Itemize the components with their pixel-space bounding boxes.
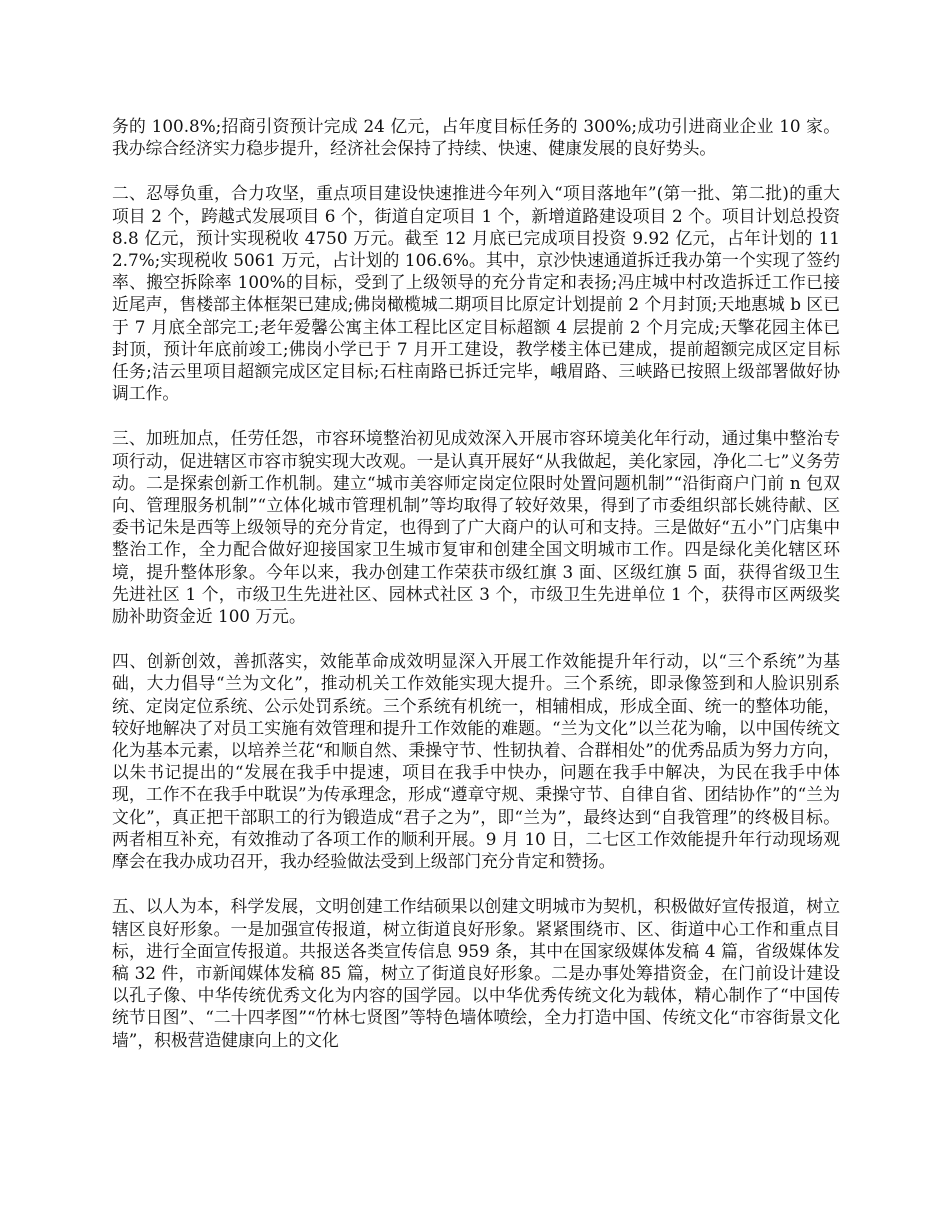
paragraph-key-projects: 二、忍辱负重，合力攻坚，重点项目建设快速推进今年列入“项目落地年”(第一批、第二批)的重大项目 2 个，跨越式发展项目 6 个，街道自定项目 1 个，新增道路建设项目 2 个。项目计划总投资 8.8 亿元，预计实现税收 4750 万元。截至 12 月底已完成项目投资 9.92 亿元，占年计划的 112.7%;实现税收 5061 万元，占计划的 106.6%。其中，京沙快速通道拆迁我办第一个实现了签约率、搬空拆除率 100%的目标，受到了上级领导的充分肯定和表扬;冯庄城中村改造拆迁工作已接近尾声，售楼部主体框架已建成;佛岗橄榄城二期项目比原定计划提前 2 个月封顶;天地惠城 b 区已于 7 月底全部完工;老年爱馨公寓主体工程比区定目标超额 4 层提前 2 个月完成;天擎花园主体已封顶，预计年底前竣工;佛岗小学已于 7 月开工建设，教学楼主体已建成，提前超额完成区定目标任务;洁云里项目超额完成区定目标;石柱南路已拆迁完毕，峨眉路、三峡路已按照上级部署做好协调工作。 [112,183,840,404]
paragraph-civilization-building: 五、以人为本，科学发展，文明创建工作结硕果以创建文明城市为契机，积极做好宣传报道，树立辖区良好形象。一是加强宣传报道，树立街道良好形象。紧紧围绕市、区、街道中心工作和重点目标，进行全面宣传报道。共报送各类宣传信息 959 条，其中在国家级媒体发稿 4 篇，省级媒体发稿 32 件，市新闻媒体发稿 85 篇，树立了街道良好形象。二是办事处筹措资金，在门前设计建设以孔子像、中华传统优秀文化为内容的国学园。以中华优秀传统文化为载体，精心制作了“中国传统节日图”、“二十四孝图”“竹林七贤图”等特色墙体喷绘，全力打造中国、传统文化“市容街景文化墙”，积极营造健康向上的文化 [112,896,840,1050]
paragraph-economy-summary: 务的 100.8%;招商引资预计完成 24 亿元，占年度目标任务的 300%;成功引进商业企业 10 家。我办综合经济实力稳步提升，经济社会保持了持续、快速、健康发展的良好势头。 [112,116,840,159]
paragraph-city-environment: 三、加班加点，任劳任怨，市容环境整治初见成效深入开展市容环境美化年行动，通过集中整治专项行动，促进辖区市容市貌实现大改观。一是认真开展好“从我做起，美化家园，净化二七”义务劳动。二是探索创新工作机制。建立“城市美容师定岗定位限时处置问题机制”“沿街商户门前 n 包双向、管理服务机制”“立体化城市管理机制”等均取得了较好效果，得到了市委组织部长姚待献、区委书记朱是西等上级领导的充分肯定，也得到了广大商户的认可和支持。三是做好“五小”门店集中整治工作，全力配合做好迎接国家卫生城市复审和创建全国文明城市工作。四是绿化美化辖区环境，提升整体形象。今年以来，我办创建工作荣获市级红旗 3 面、区级红旗 5 面，获得省级卫生先进社区 1 个，市级卫生先进社区、园林式社区 3 个，市级卫生先进单位 1 个，获得市区两级奖励补助资金近 100 万元。 [112,428,840,627]
document-body [112,115,840,1074]
paragraph-efficiency-reform: 四、创新创效，善抓落实，效能革命成效明显深入开展工作效能提升年行动，以“三个系统”为基础，大力倡导“兰为文化”，推动机关工作效能实现大提升。三个系统，即录像签到和人脸识别系统、定岗定位系统、公示处罚系统。三个系统有机统一，相辅相成，形成全面、统一的整体功能，较好地解决了对员工实施有效管理和提升工作效能的难题。“兰为文化”以兰花为喻，以中国传统文化为基本元素，以培养兰花“和顺自然、秉操守节、性韧执着、合群相处”的优秀品质为努力方向，以朱书记提出的“发展在我手中提速，项目在我手中快办，问题在我手中解决，为民在我手中体现，工作不在我手中耽误”为传承理念，形成“遵章守规、秉操守节、自律自省、团结协作”的“兰为文化”，真正把干部职工的行为锻造成“君子之为”，即“兰为”，最终达到“自我管理”的终极目标。两者相互补充，有效推动了各项工作的顺利开展。9 月 10 日，二七区工作效能提升年行动现场观摩会在我办成功召开，我办经验做法受到上级部门充分肯定和赞扬。 [112,651,840,872]
